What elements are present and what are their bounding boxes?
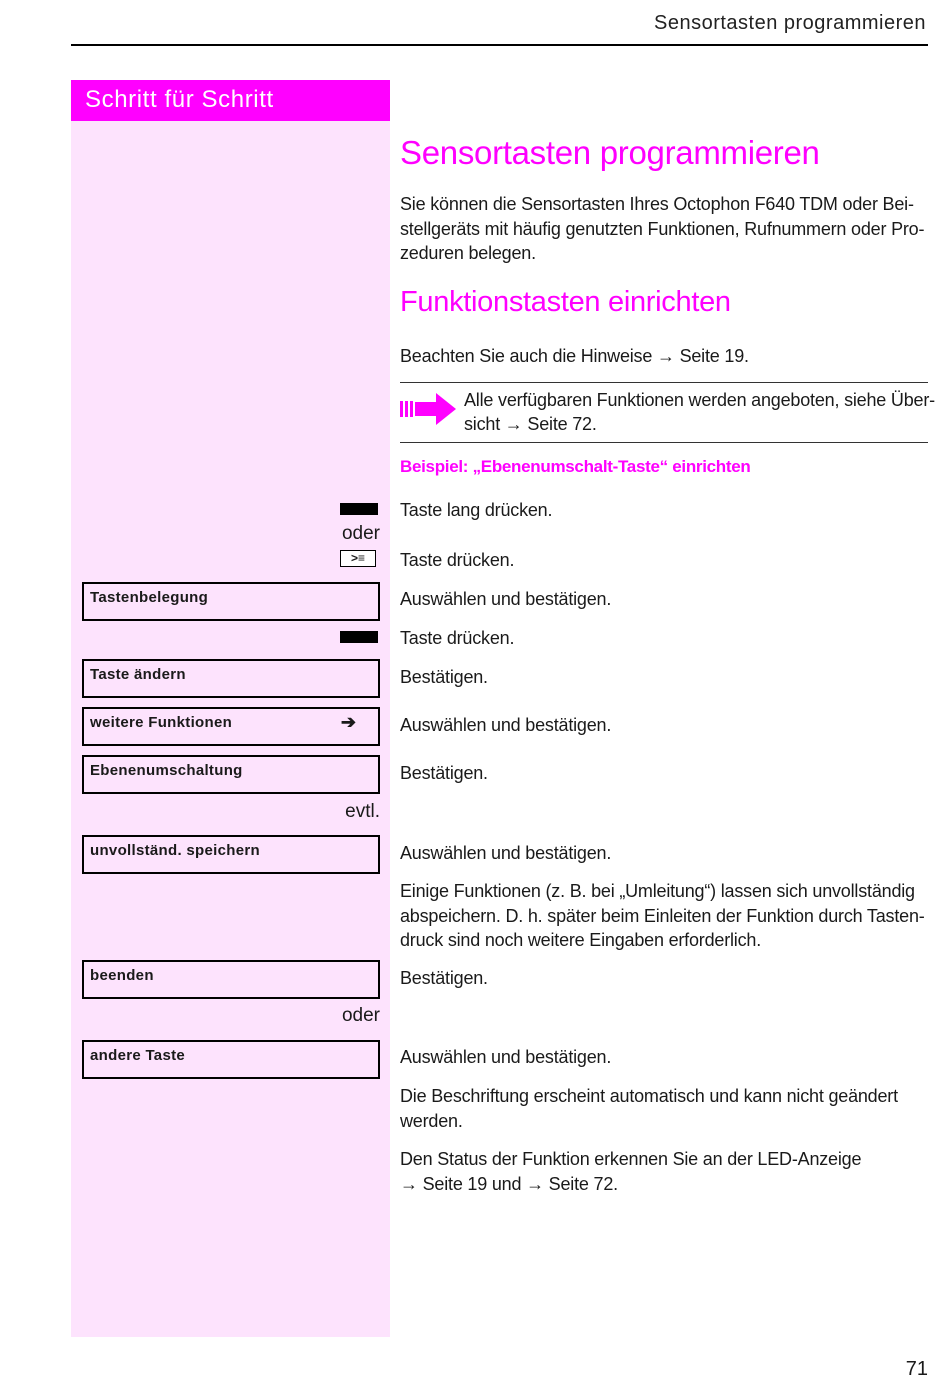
note-line: sicht → Seite 72. [464,414,597,434]
oder-label: oder [341,1005,380,1026]
step-explanation [400,879,925,953]
evtl-label: evtl. [345,801,380,822]
sidebar-title: Schritt für Schritt [85,86,274,113]
sensor-key-icon [340,631,378,643]
menu-item-taste-aendern[interactable] [82,659,380,698]
step-text: Auswählen und bestätigen. [400,843,612,863]
menu-item-label: beenden [90,967,154,984]
note-arrow-icon [400,391,458,427]
intro-paragraph [400,192,924,266]
menu-item-label: unvollständ. speichern [90,842,260,859]
intro-line: zeduren belegen. [400,243,536,263]
menu-item-beenden[interactable] [82,960,380,999]
step-explanation [400,1147,861,1196]
oder-label: oder [341,523,380,544]
explanation-line: Den Status der Funktion erkennen Sie an der LED-Anzeige [400,1149,862,1169]
step-text: Taste lang drücken. [400,500,553,520]
step-text: Taste drücken. [400,628,515,648]
intro-line: Sie können die Sensortasten Ihres Octophon F640 TDM oder Bei- [400,194,914,214]
menu-key-icon: >≡ [340,550,376,567]
step-text: Taste drücken. [400,550,515,570]
arrow-right-icon: ➔ [340,712,356,732]
explanation-line: Die Beschriftung erscheint automatisch und kann nicht geändert [400,1086,898,1106]
menu-item-weitere-funktionen[interactable] [82,707,380,746]
example-heading: Beispiel: „Ebenenumschalt-Taste“ einrichten [400,457,751,476]
hint-text: Beachten Sie auch die Hinweise → Seite 19. [400,346,749,366]
explanation-line: abspeichern. D. h. später beim Einleiten der Funktion durch Tasten- [400,905,925,926]
menu-item-label: Ebenenumschaltung [90,762,243,779]
explanation-line: werden. [400,1110,463,1131]
note-top-rule [400,382,928,383]
step-text: Auswählen und bestätigen. [400,1047,612,1067]
step-explanation [400,1084,898,1133]
running-header: Sensortasten programmieren [653,12,926,34]
intro-line: stellgeräts mit häufig genutzten Funktionen, Rufnummern oder Pro- [400,218,925,239]
menu-item-label: andere Taste [90,1047,186,1064]
step-text: Bestätigen. [400,763,488,783]
menu-item-label: Tastenbelegung [90,589,209,606]
note-line: Alle verfügbaren Funktionen werden angeboten, siehe Über- [464,390,935,410]
header-rule [71,44,928,46]
step-text: Bestätigen. [400,667,488,687]
step-text: Auswählen und bestätigen. [400,715,612,735]
menu-item-label: Taste ändern [90,666,186,683]
page-number: 71 [905,1358,928,1380]
explanation-line: Einige Funktionen (z. B. bei „Umleitung“) lassen sich unvollständig [400,881,915,901]
menu-item-unvollstaendig-speichern[interactable] [82,835,380,874]
sensor-key-icon [340,503,378,515]
explanation-line: → Seite 19 und → Seite 72. [400,1173,618,1194]
menu-item-tastenbelegung[interactable] [82,582,380,621]
note-text [464,388,935,436]
menu-item-label: weitere Funktionen [90,714,233,731]
explanation-line: druck sind noch weitere Eingaben erforderlich. [400,930,762,950]
menu-item-ebenenumschaltung[interactable] [82,755,380,794]
step-text: Auswählen und bestätigen. [400,589,612,609]
page-title: Sensortasten programmieren [400,134,820,171]
section-title: Funktionstasten einrichten [400,286,731,318]
menu-item-andere-taste[interactable] [82,1040,380,1079]
note-bottom-rule [400,442,928,443]
sidebar-title-bar [71,80,390,121]
step-text: Bestätigen. [400,968,488,988]
